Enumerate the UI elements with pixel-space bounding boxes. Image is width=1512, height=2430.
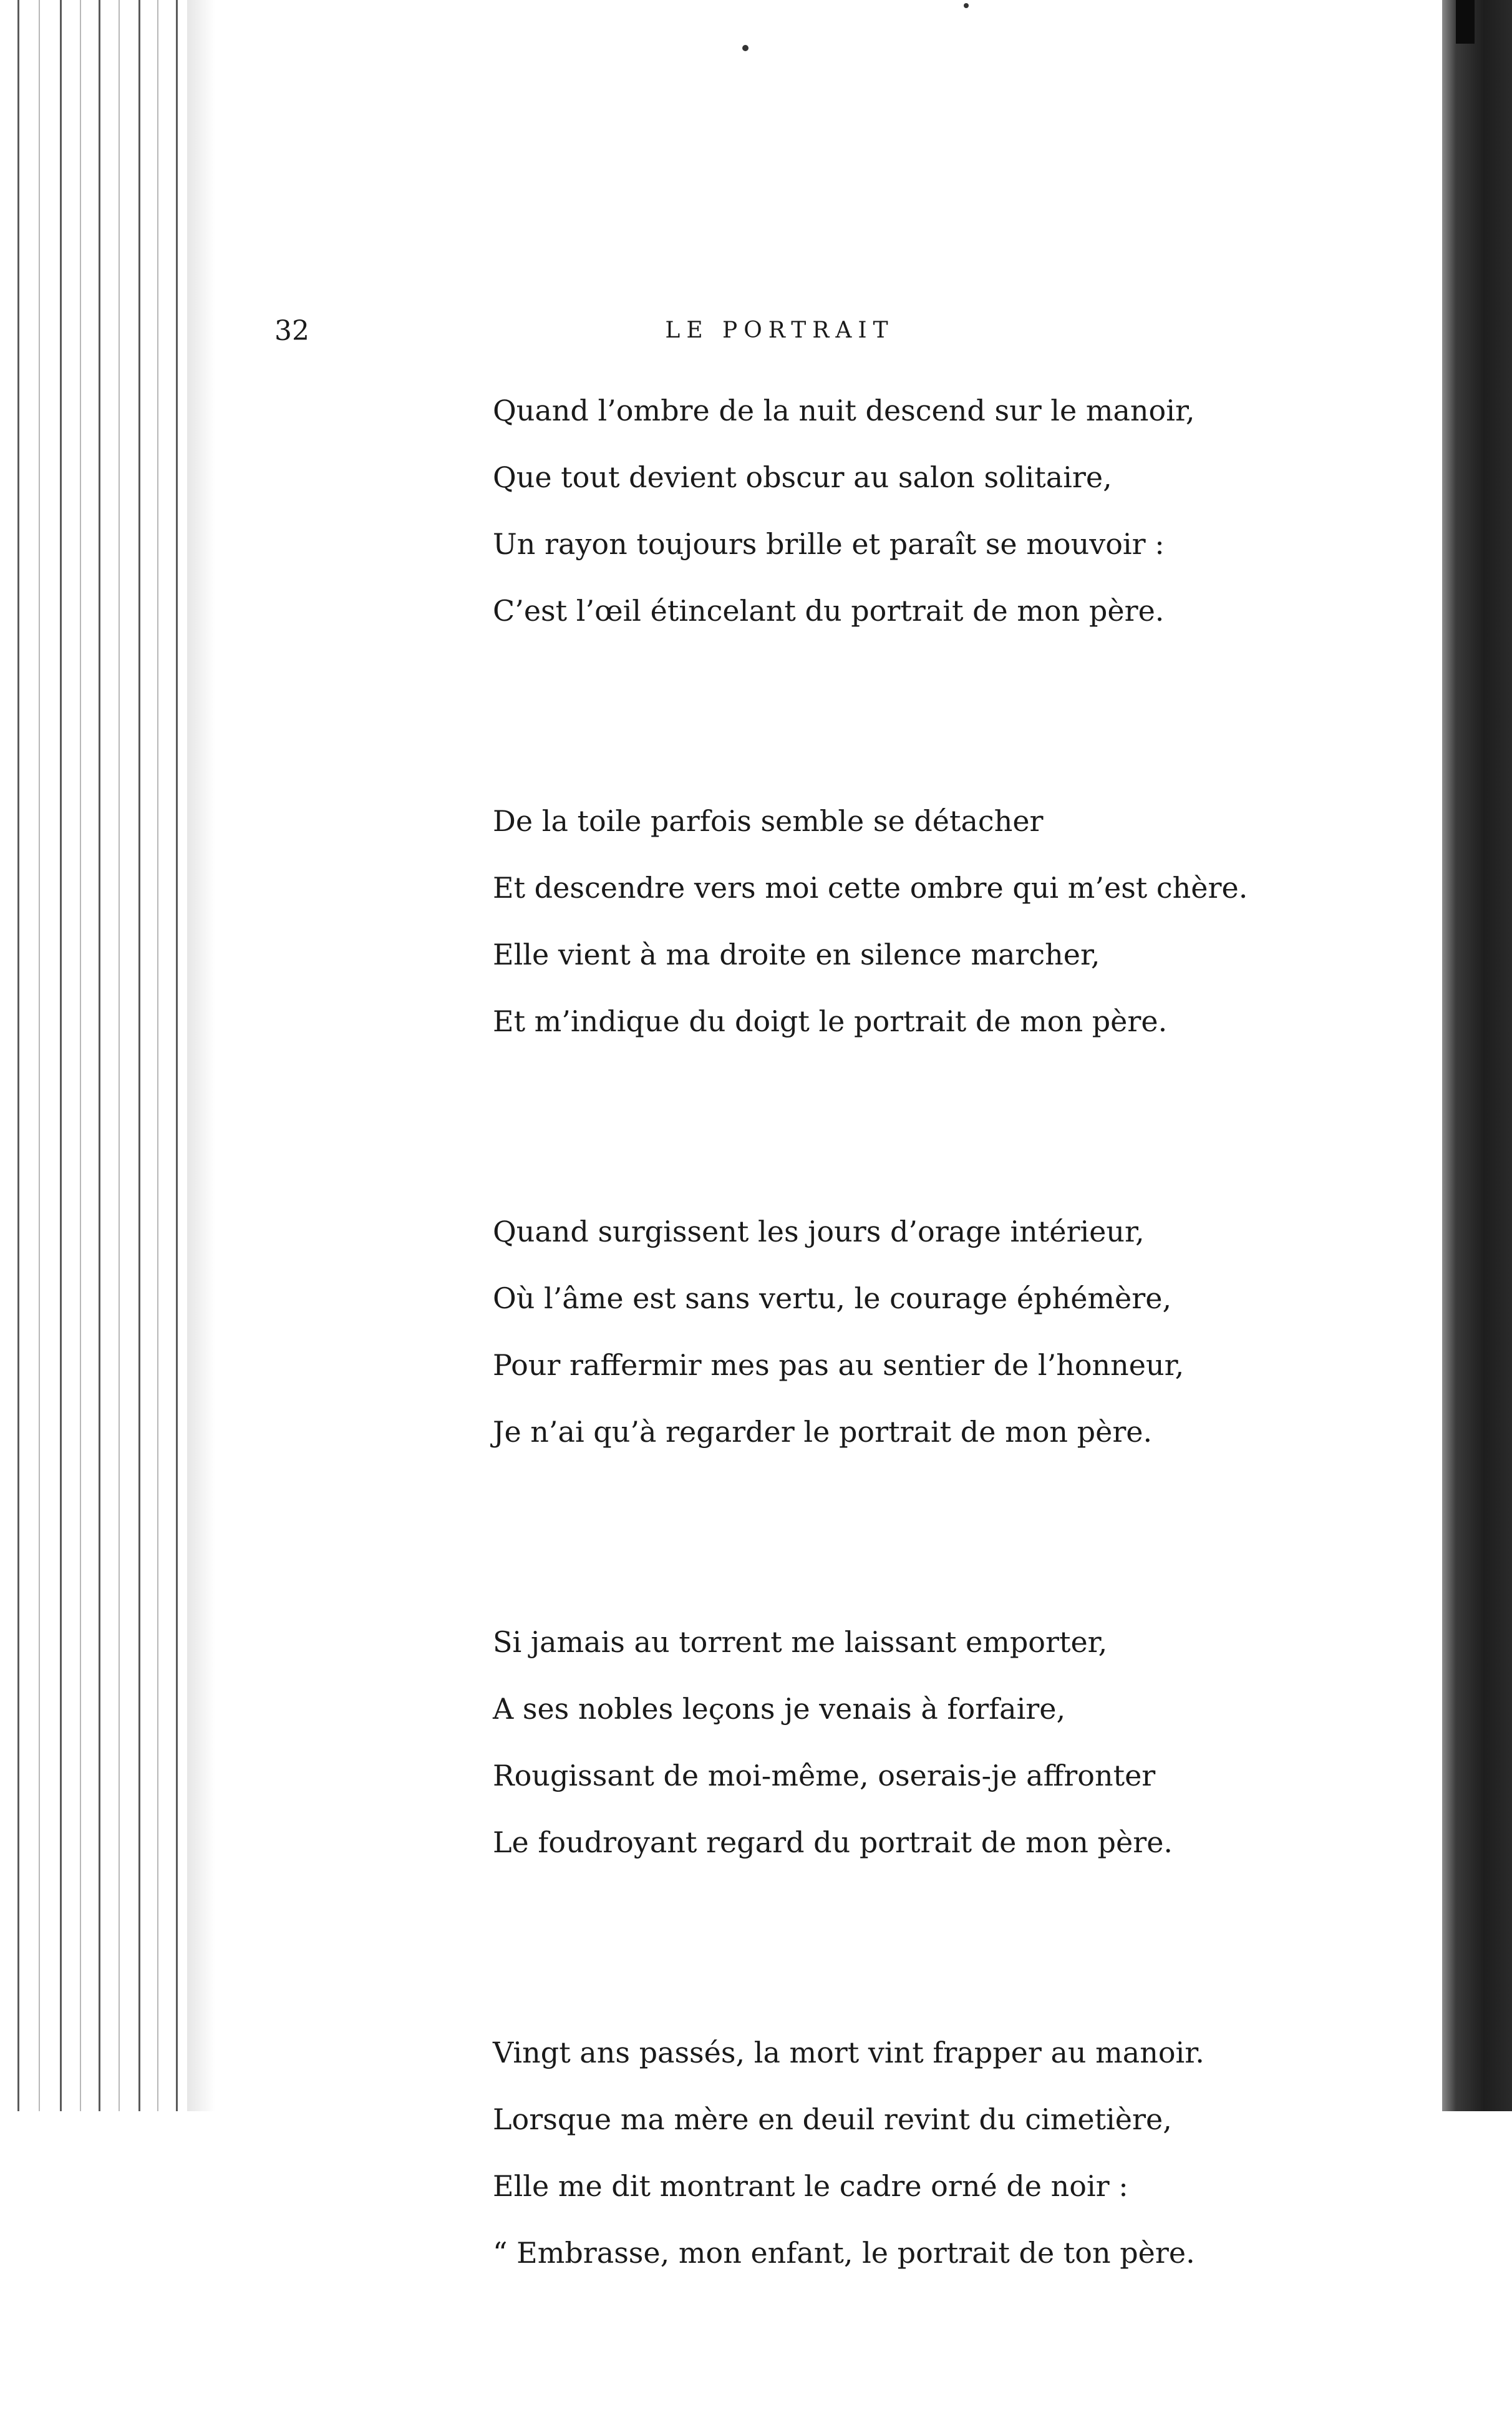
- page-edge: [80, 0, 81, 2111]
- verse-line: Et descendre vers moi cette ombre qui m’est chère.: [493, 871, 1248, 905]
- verse-line: Le foudroyant regard du portrait de mon père.: [493, 1825, 1173, 1859]
- page-number: 32: [274, 315, 309, 347]
- verse-line: Où l’âme est sans vertu, le courage éphémère,: [493, 1281, 1172, 1315]
- verse-line: A ses nobles leçons je venais à forfaire,: [493, 1692, 1066, 1726]
- stanza: [493, 1609, 1291, 1876]
- verse-line: De la toile parfois semble se détacher: [493, 804, 1044, 838]
- page-edge: [138, 0, 140, 2111]
- binding-corner: [1456, 0, 1475, 44]
- verse-line: Je n’ai qu’à regarder le portrait de mon père.: [493, 1415, 1153, 1449]
- page-edges: [0, 0, 215, 2111]
- verse-line: Vingt ans passés, la mort vint frapper au manoir.: [493, 2036, 1204, 2069]
- verse-line: Un rayon toujours brille et paraît se mouvoir :: [493, 527, 1165, 561]
- verse-line: Quand surgissent les jours d’orage intérieur,: [493, 1215, 1145, 1248]
- stanza: [493, 1198, 1291, 1465]
- poem: [493, 377, 1291, 2430]
- book-binding: [1442, 0, 1512, 2111]
- gutter-shadow: [187, 0, 215, 2111]
- verse-line: Pour raffermir mes pas au sentier de l’honneur,: [493, 1348, 1185, 1382]
- verse-line: Lorsque ma mère en deuil revint du cimetière,: [493, 2102, 1172, 2136]
- page-edge: [60, 0, 62, 2111]
- page-header: [274, 315, 1285, 359]
- verse-line: Que tout devient obscur au salon solitaire,: [493, 460, 1112, 494]
- verse-line: Elle vient à ma droite en silence marcher,: [493, 938, 1100, 971]
- verse-line: Rougissant de moi-même, oserais-je affronter: [493, 1759, 1156, 1792]
- verse-line: “ Embrasse, mon enfant, le portrait de ton père.: [493, 2236, 1195, 2270]
- stanza: [493, 788, 1291, 1055]
- verse-line: Quand l’ombre de la nuit descend sur le manoir,: [493, 394, 1195, 427]
- page-edge: [17, 0, 19, 2111]
- page-edge: [157, 0, 158, 2111]
- running-title: LE PORTRAIT: [665, 318, 894, 343]
- page-edge: [176, 0, 178, 2111]
- verse-line: C’est l’œil étincelant du portrait de mon père.: [493, 594, 1165, 628]
- page-edge: [99, 0, 100, 2111]
- stanza: [493, 377, 1291, 644]
- page-edge: [39, 0, 40, 2111]
- page-edge: [119, 0, 120, 2111]
- verse-line: Si jamais au torrent me laissant emporter,: [493, 1625, 1108, 1659]
- verse-line: Elle me dit montrant le cadre orné de noir :: [493, 2169, 1128, 2203]
- stanza: [493, 2019, 1291, 2287]
- scan-speck: [964, 3, 969, 8]
- verse-line: Et m’indique du doigt le portrait de mon père.: [493, 1004, 1168, 1038]
- scan-speck: [742, 45, 749, 51]
